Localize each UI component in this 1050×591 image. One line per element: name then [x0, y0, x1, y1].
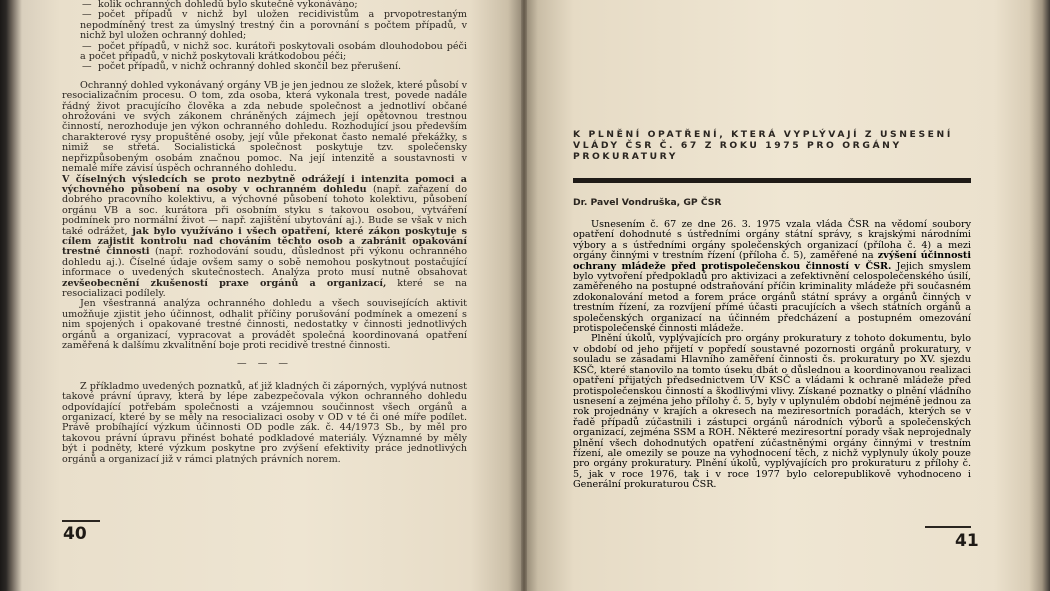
section-separator: — — — — [237, 358, 292, 370]
list-item-text: počet případů v nichž byl uložen recidivistům a prvopotrestaným nepodmíněný trest za úmyslný trestný čin a porovnání s počtem případů, v nichž byl uložen ochranný dohled; — [80, 9, 467, 42]
right-page-body — [573, 220, 971, 491]
list-item: — kolik ochranných dohledů bylo skutečně vykonáváno; — [82, 0, 358, 10]
paragraph: Jen všestranná analýza ochranného dohledu a všech souvisejících aktivit umožňuje zjistit jeho účinnost, odhalit příčiny porušování podmínek a omezení s nim spojených i opakované trestné činnosti, nedostatky v činnosti jednotlivých orgánů a organizací, vypracovat a provádět společná koordinovaná opatření zaměřená k dalšímu zkvalitnění boje proti recidivě trestné činnosti. — [62, 298, 467, 351]
article-heading: K PLNĚNÍ OPATŘENÍ, KTERÁ VYPLÝVAJÍ Z USNESENÍ VLÁDY ČSR Č. 67 Z ROKU 1975 PRO ORGÁNY PROKURATURY — [573, 129, 953, 162]
book-gutter — [521, 0, 527, 591]
text-run: (např. rozhodování soudu, důslednost při výkonu ochranného dohledu aj.). Číselné údaje ovšem samy o sobě nemohou poskytnout postačující informace o uvedených skutečnostech. Analýza proto musí nutně obsahovat — [62, 246, 467, 279]
page-number-rule — [925, 526, 971, 528]
page-number-rule — [62, 520, 100, 522]
list-item: — počet případů, v nichž soc. kurátoři poskytovali osobám dlouhodobou péči a počet případů, v nichž poskytovali krátkodobou péči; — [80, 40, 467, 63]
list-item: — počet případů v nichž byl uložen recidivistům a prvopotrestaným nepodmíněný trest za úmyslný trestný čin a porovnání s počtem případů, v nichž byl uložen ochranný dohled; — [80, 9, 467, 42]
text-run: které se na resocializaci podílely. — [62, 277, 467, 299]
page-number: 41 — [955, 531, 979, 551]
heading-rule — [573, 178, 971, 183]
bold-text: V číselných výsledcích se proto nezbytně odrážejí i intenzita pomoci a výchovného působení na osoby v ochranném dohledu — [62, 173, 467, 195]
paragraph: Z příkladmo uvedených poznatků, ať již kladných či záporných, vyplývá nutnost takové právní úpravy, která by lépe zabezpečovala výkon ochranného dohledu odpovídající potřebám společnosti a vzájemnou součinnost všech orgánů a organizací, které by se měly na resocializaci osoby v OD v té či oné míře podílet. Právě probíhající výzkum účinnosti OD podle zák. č. 44/1973 Sb., by měl pro takovou právní úpravu přinést bohaté podkladové materiály. Významné by měly být i podněty, které výzkum poskytne pro zvýšení efektivity práce jednotlivých orgánů a organizací již v rámci platných právních norem. — [62, 380, 467, 465]
list-item-text: počet případů, v nichž soc. kurátoři poskytovali osobám dlouhodobou péči a počet případů, v nichž poskytovali krátkodobou péči; — [80, 40, 467, 63]
page-number: 40 — [63, 524, 87, 544]
text-run: (např. zařazení do dobrého pracovního kolektivu, a výchovné působení tohoto kolektivu, působení orgánu VB a soc. kurátora při osobním styku s takovou osobou, vytváření podmínek pro normální život — např. zajištění ubytování aj.). Bude se však v nich také odrážet, — [62, 183, 467, 237]
text-run: Jejich smyslem bylo vytvoření předpokladů pro aktivizaci a zefektivnění celospolečenského úsilí, zaměřeného na postupné odstraňování příčin kriminality mládeže při současném zdokonalování metod a forem práce orgánů státní správy a orgánů činných v trestním řízení, za rozvíjení přímé účasti pracujících a všech státních orgánů a společenských organizací na účinném předcházení a postupném omezování protispolečenské činnosti mládeže. — [573, 260, 971, 335]
bold-text: zvýšení účinnosti ochrany mládeže před protispolečenskou činností v ČSR. — [573, 250, 971, 272]
left-page-body — [62, 0, 467, 465]
article-author: Dr. Pavel Vondruška, GP ČSR — [573, 197, 722, 208]
paragraph: Plnění úkolů, vyplývajících pro orgány prokuratury z tohoto dokumentu, bylo v období od jeho přijetí v popředí soustavné pozornosti orgánů prokuratury, v souladu se zásadami Hlavního zaměření činnosti čs. prokuratury po XV. sjezdu KSČ, které stanovilo na tomto úseku dbát o důslednou a koordinovanou realizaci opatření přijatých předsednictvem ÚV KSČ a vládami k ochraně mládeže před protispolečenskou činností a škodlivými vlivy. Získané poznatky o plnění vládního usnesení a zejména jeho přílohy č. 5, byly v uplynulém období nejméně jednou za rok projednány v krajích a okresech na meziresortních poradách, kterých se v řadě případů zúčastnili i zástupci orgánů národních výborů a společenských organizací, zejména SSM a ROH. Některé meziresortní porady však neprojednaly plnění všech dohodnutých opatření zúčastněnými orgány činnými v trestním řízení, ale omezily se pouze na vyhodnocení těch, z nichž vyplynuly úkoly pouze pro orgány prokuratury. Plnění úkolů, vyplývajících pro prokuraturu z přílohy č. 5, jak v roce 1976, tak i v roce 1977 bylo celorepublikově vyhodnoceno i Generální prokuraturou ČSR. — [573, 333, 971, 491]
text-run: Usnesením č. 67 ze dne 26. 3. 1975 vzala vláda ČSR na vědomí soubory opatření dohodnuté s ústředními orgány státní správy, s krajskými národními výbory a s ústředními orgány společenských organizací (příloha č. 4) a mezi orgány činnými v trestním řízení (příloha č. 5), zaměřené na — [573, 219, 971, 262]
list-item: — počet případů, v nichž ochranný dohled skončil bez přerušení. — [82, 61, 402, 73]
paragraph — [573, 220, 971, 334]
left-page — [0, 0, 524, 591]
paragraph — [62, 175, 467, 300]
list-item-text: kolik ochranných dohledů bylo skutečně vykonáváno; — [98, 0, 358, 10]
list-item-text: počet případů, v nichž ochranný dohled skončil bez přerušení. — [98, 61, 402, 73]
bold-text: zevšeobecnění zkušeností praxe orgánů a organizací, — [62, 277, 387, 289]
paragraph: Ochranný dohled vykonávaný orgány VB je jen jednou ze složek, které působí v resocializačním procesu. O tom, zda osoba, která vykonala trest, povede nadále řádný život pracujícího člověka a zda nebude společnost a jednotliví občané ohrožováni ve svých zákonem chráněných zájmech její opětovnou trestnou činností, nerozhoduje jen výkon ochranného dohledu. Rozhodující jsou především charakterové rysy propuštěné osoby, její vůle překonat často nemalé překážky, s nimiž se střetá. Socialistická společnost poskytuje tzv. společensky nepřizpůsobeným osobám značnou pomoc. Na její intenzitě a soustavnosti v nemalé míře závisí úspěch ochranného dohledu. — [62, 79, 467, 175]
bold-text: jak bylo využíváno i všech opatření, které zákon poskytuje s cílem zajistit kontrolu nad chováním těchto osob a zabránit opakování trestné činnosti — [62, 225, 467, 258]
